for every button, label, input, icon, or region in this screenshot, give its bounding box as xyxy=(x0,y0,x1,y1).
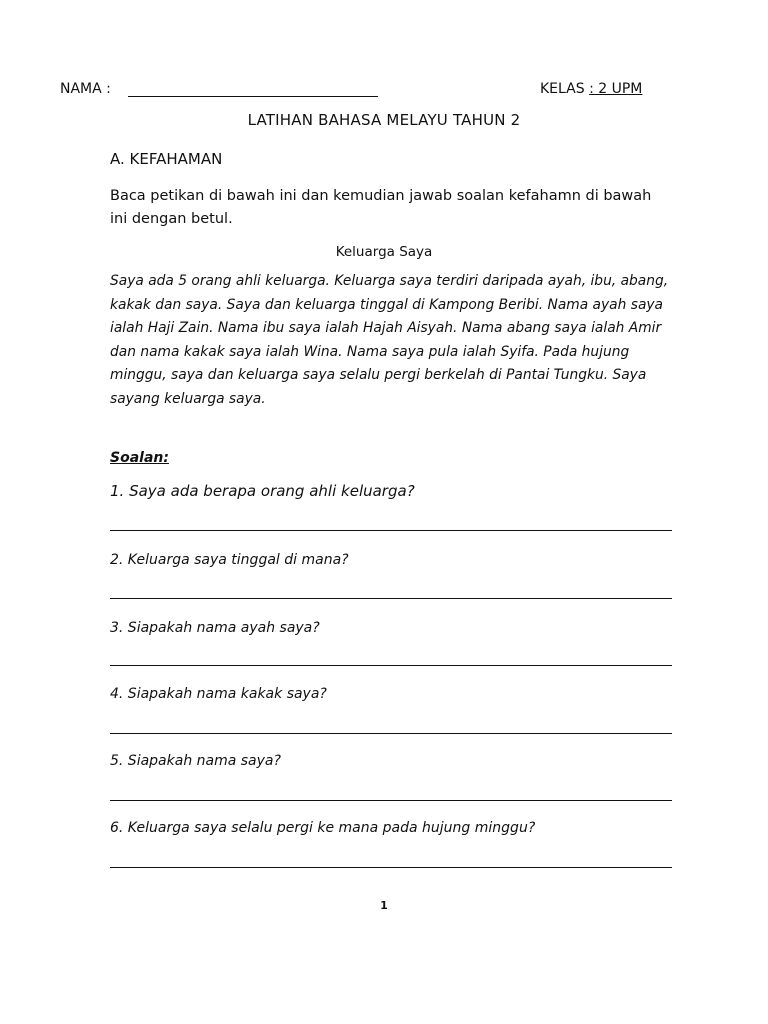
story-passage: Saya ada 5 orang ahli keluarga. Keluarga saya terdiri daripada ayah, ibu, abang, kakak dan saya. Saya dan keluarga tinggal di Kampong Beribi. Nama ayah saya ialah Haji Zain. Nama ibu saya ialah Hajah Aisyah. Nama abang saya ialah Amir dan nama kakak saya ialah Wina. Nama saya pula ialah Syifa. Pada hujung minggu, saya dan keluarga saya selalu pergi berkelah di Pantai Tungku. Saya sayang keluarga saya. xyxy=(110,273,669,407)
answer-line-1 xyxy=(110,530,672,531)
section-heading: A. KEFAHAMAN xyxy=(110,150,223,168)
question-6: 6. Keluarga saya selalu pergi ke mana pada hujung minggu? xyxy=(110,820,536,836)
question-1: 1. Saya ada berapa orang ahli keluarga? xyxy=(110,482,415,500)
instruction-text: Baca petikan di bawah ini dan kemudian jawab soalan kefahamn di bawah ini dengan betul. xyxy=(110,188,652,227)
nama-field xyxy=(60,81,111,97)
nama-answer-line xyxy=(128,96,378,97)
nama-label: NAMA : xyxy=(60,81,111,97)
page-number: 1 xyxy=(380,899,388,912)
answer-line-6 xyxy=(110,867,672,868)
answer-line-2 xyxy=(110,598,672,599)
kelas-label: KELAS xyxy=(540,81,590,97)
answer-line-4 xyxy=(110,733,672,734)
questions-heading: Soalan: xyxy=(110,450,169,466)
answer-line-3 xyxy=(110,665,672,666)
answer-line-5 xyxy=(110,800,672,801)
question-3: 3. Siapakah nama ayah saya? xyxy=(110,620,320,636)
worksheet-title: LATIHAN BAHASA MELAYU TAHUN 2 xyxy=(247,111,521,129)
kelas-value: : 2 UPM xyxy=(589,81,643,97)
question-2: 2. Keluarga saya tinggal di mana? xyxy=(110,552,349,568)
kelas-field xyxy=(540,81,642,97)
question-5: 5. Siapakah nama saya? xyxy=(110,753,281,769)
story-title: Keluarga Saya xyxy=(335,244,433,260)
question-4: 4. Siapakah nama kakak saya? xyxy=(110,686,327,702)
